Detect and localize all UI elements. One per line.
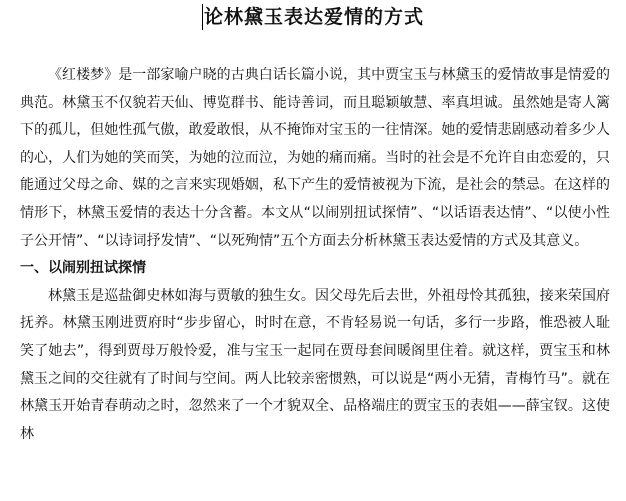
intro-paragraph: 《红楼梦》是一部家喻户晓的古典白话长篇小说，其中贾宝玉与林黛玉的爱情故事是情爱的典范。林黛玉不仅貌若天仙、博览群书、能诗善词，而且聪颖敏慧、率真坦诚。虽然她是寄人篱下的孤儿，但她性孤气傲，敢爱敢恨，从不掩饰对宝玉的一往情深。她的爱情悲剧感动着多少人的心，人们为她的笑而笑，为她的泣而泣，为她的痛而痛。当时的社会是不允许自由恋爱的，只能通过父母之命、媒的之言来实现婚姻，私下产生的爱情被视为下流，是社会的禁忌。在这样的情形下，林黛玉爱情的表达十分含蓄。本文从“以闹别扭试探情”、“以话语表达情”、“以使小性子公开情”、“以诗词抒发情”、“以死殉情”五个方面去分析林黛玉表达爱情的方式及其意义。 (20, 67, 610, 249)
document-body (20, 62, 610, 448)
text-cursor (202, 4, 203, 30)
document-title: 论林黛玉表达爱情的方式 (203, 6, 424, 28)
title-line (0, 4, 626, 30)
section-paragraph: 林黛玉是巡盐御史林如海与贾敏的独生女。因父母先后去世，外祖母怜其孤独，接来荣国府抚养。林黛玉刚进贾府时“步步留心，时时在意，不肯轻易说一句话，多行一步路，惟恐被人耻笑了她去”，得到贾母万般怜爱，准与宝玉一起同在贾母套间暖阁里住着。就这样，贾宝玉和林黛玉之间的交往就有了时间与空间。两人比较亲密惯熟，可以说是“两小无猜，青梅竹马”。就在林黛玉开始青春萌动之时，忽然来了一个才貌双全、品格端庄的贾宝玉的表姐——薛宝钗。这使林 (20, 287, 610, 442)
section-heading: 一、以闹别扭试探情 (20, 260, 146, 277)
